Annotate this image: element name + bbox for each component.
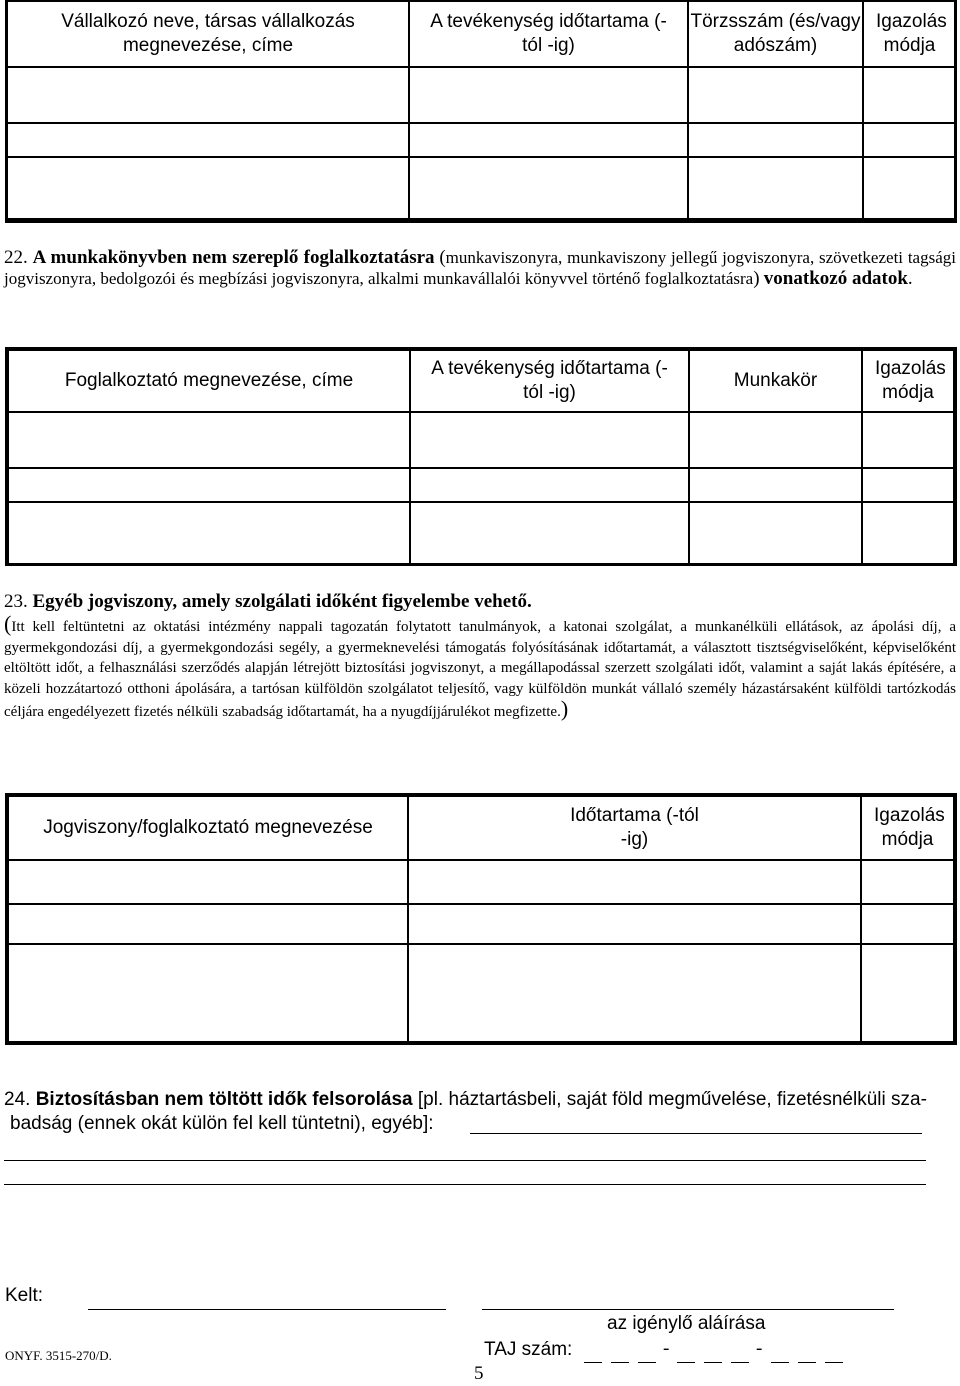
table-row: [8, 904, 954, 944]
table-cell[interactable]: [863, 123, 956, 157]
table-row: [8, 468, 954, 502]
section-22-text: [4, 247, 956, 289]
table-row: [8, 944, 954, 1042]
col-header-period: Időtartama (-tól -ig): [408, 796, 861, 860]
col-header-duration: A tevékenység időtartama (-tól -ig): [410, 350, 689, 412]
table-cell[interactable]: [689, 468, 862, 502]
section-23-body: [4, 611, 956, 723]
table-cell[interactable]: [8, 860, 408, 904]
employment-table-header: [8, 350, 954, 412]
table-cell[interactable]: [863, 157, 956, 219]
col-header-relationship: Jogviszony/foglalkoztató megnevezése: [8, 796, 408, 860]
table-row: [7, 157, 956, 219]
table-cell[interactable]: [862, 412, 954, 468]
taj-separator: -: [663, 1338, 670, 1359]
table-row: [8, 412, 954, 468]
table-cell[interactable]: [861, 904, 954, 944]
col-header-employer-name: Vállalkozó neve, társas vállalkozás megnevezése, címe: [7, 1, 409, 67]
col-header-employer: Foglalkoztató megnevezése, címe: [8, 350, 410, 412]
table-cell[interactable]: [862, 468, 954, 502]
taj-digit-blank[interactable]: [731, 1362, 749, 1363]
table-cell[interactable]: [409, 67, 688, 123]
col-header-verification: Igazolás módja: [861, 796, 954, 860]
col-header-registry-number: Törzsszám (és/vagy adószám): [688, 1, 863, 67]
col-header-duration: A tevékenység időtartama (-tól -ig): [409, 1, 688, 67]
taj-number-label: TAJ szám:: [484, 1339, 573, 1360]
table-cell[interactable]: [8, 944, 408, 1042]
table-cell[interactable]: [863, 67, 956, 123]
col-header-verification: Igazolás módja: [862, 350, 954, 412]
section-24-line2: [10, 1112, 434, 1136]
signature-label: az igénylő aláírása: [607, 1313, 766, 1334]
taj-separator: -: [756, 1338, 763, 1359]
table-cell[interactable]: [410, 502, 689, 564]
employer-table: [6, 0, 957, 220]
section-22-number: 22.: [4, 247, 28, 268]
form-code: ONYF. 3515-270/D.: [5, 1348, 112, 1363]
section-22-tail: vonatkozó adatok: [763, 268, 908, 289]
table-cell[interactable]: [8, 412, 410, 468]
section-23-description: Itt kell feltüntetni az oktatási intézmény nappali tagozatán folytatott tanulmányok, a katonai szolgálat, a munkanélküli ellátások, az ápolási díj, a gyermekgondozási díj, a gyermekgondozási segély, a gyermeknevelési támogatás folyósításának időtartamát, a választott tisztségviselőként, képviselőként eltöltött időt, a felhasználási szerződés alapján létrejött biztosítási jogviszonyt, a megállapodással szerzett szolgálati időt, valamint a saját lakás építésére, a közeli hozzátartozó otthoni ápolására, a tartósan külföldön szolgálatot teljesítő, vagy külföldön munkát vállaló személy házastársaként külföldi tartózkodás céljára engedélyezett fizetés nélküli szabadság időtartamát, ha a nyugdíjjárulékot megfizette.: [4, 619, 956, 720]
kelt-label: Kelt:: [5, 1285, 44, 1306]
section-24-answer-line-2[interactable]: [4, 1160, 926, 1161]
section-23-paren-open: (: [4, 611, 12, 636]
taj-digit-blank[interactable]: [584, 1362, 602, 1363]
table-row: [8, 860, 954, 904]
table-cell[interactable]: [408, 904, 861, 944]
table-cell[interactable]: [8, 468, 410, 502]
table-cell[interactable]: [862, 502, 954, 564]
table-cell[interactable]: [8, 502, 410, 564]
table-cell[interactable]: [688, 67, 863, 123]
table-cell[interactable]: [688, 157, 863, 219]
section-24-answer-line-1[interactable]: [470, 1133, 922, 1134]
section-24-title: Biztosításban nem töltött idők felsorolása: [35, 1089, 413, 1110]
table-cell[interactable]: [408, 860, 861, 904]
table-cell[interactable]: [410, 412, 689, 468]
table-cell[interactable]: [861, 860, 954, 904]
taj-digit-blank[interactable]: [798, 1362, 816, 1363]
table-row: [7, 123, 956, 157]
section-22-paren-close: ): [753, 268, 760, 289]
section-22-paren-open: (: [439, 247, 446, 268]
section-22-title: A munkakönyvben nem szereplő foglalkoztatásra: [32, 247, 435, 268]
date-line[interactable]: [88, 1309, 446, 1310]
section-23-title: Egyéb jogviszony, amely szolgálati időként figyelembe vehető.: [32, 591, 532, 612]
taj-digit-blank[interactable]: [638, 1362, 656, 1363]
employer-table-header: [7, 1, 956, 67]
section-23-heading: [4, 592, 956, 612]
table-cell[interactable]: [7, 157, 409, 219]
section-23-number: 23.: [4, 591, 28, 612]
signature-line[interactable]: [482, 1309, 894, 1310]
taj-digit-blank[interactable]: [677, 1362, 695, 1363]
section-24-number: 24.: [4, 1089, 31, 1110]
section-22-tail-end: .: [907, 268, 913, 289]
taj-digit-blank[interactable]: [771, 1362, 789, 1363]
table-cell[interactable]: [861, 944, 954, 1042]
table-cell[interactable]: [8, 904, 408, 944]
col-header-position: Munkakör: [689, 350, 862, 412]
section-24-answer-line-3[interactable]: [4, 1184, 926, 1185]
other-legal-relationship-table: [7, 795, 955, 1043]
table-cell[interactable]: [409, 123, 688, 157]
table-cell[interactable]: [688, 123, 863, 157]
section-23-paren-close: ): [560, 696, 569, 721]
table-cell[interactable]: [689, 502, 862, 564]
employment-table: [7, 349, 955, 565]
table-cell[interactable]: [408, 944, 861, 1042]
table-cell[interactable]: [409, 157, 688, 219]
section-24-line1: [4, 1088, 956, 1112]
taj-digit-blank[interactable]: [825, 1362, 843, 1363]
table-cell[interactable]: [689, 412, 862, 468]
table-cell[interactable]: [7, 67, 409, 123]
page-number: 5: [474, 1363, 484, 1384]
table-row: [7, 67, 956, 123]
section-22-detail: munkaviszonyra, munkaviszony jellegű jogviszonyra, szövetkezeti tagsági jogviszonyra, bedolgozói és megbízási jogviszonyra, alkalmi munkavállalói könyvvel történő foglalkoztatásra: [4, 248, 956, 288]
table-cell[interactable]: [7, 123, 409, 157]
table-cell[interactable]: [410, 468, 689, 502]
taj-digit-blank[interactable]: [611, 1362, 629, 1363]
section-24-text-1: [pl. háztartásbeli, saját föld megművelése, fizetésnélküli sza-: [412, 1089, 927, 1110]
section-24-text-2: badság (ennek okát külön fel kell tüntetni), egyéb]:: [10, 1113, 434, 1134]
taj-digit-blank[interactable]: [704, 1362, 722, 1363]
table-row: [8, 502, 954, 564]
other-table-header: [8, 796, 954, 860]
col-header-verification: Igazolás módja: [863, 1, 956, 67]
